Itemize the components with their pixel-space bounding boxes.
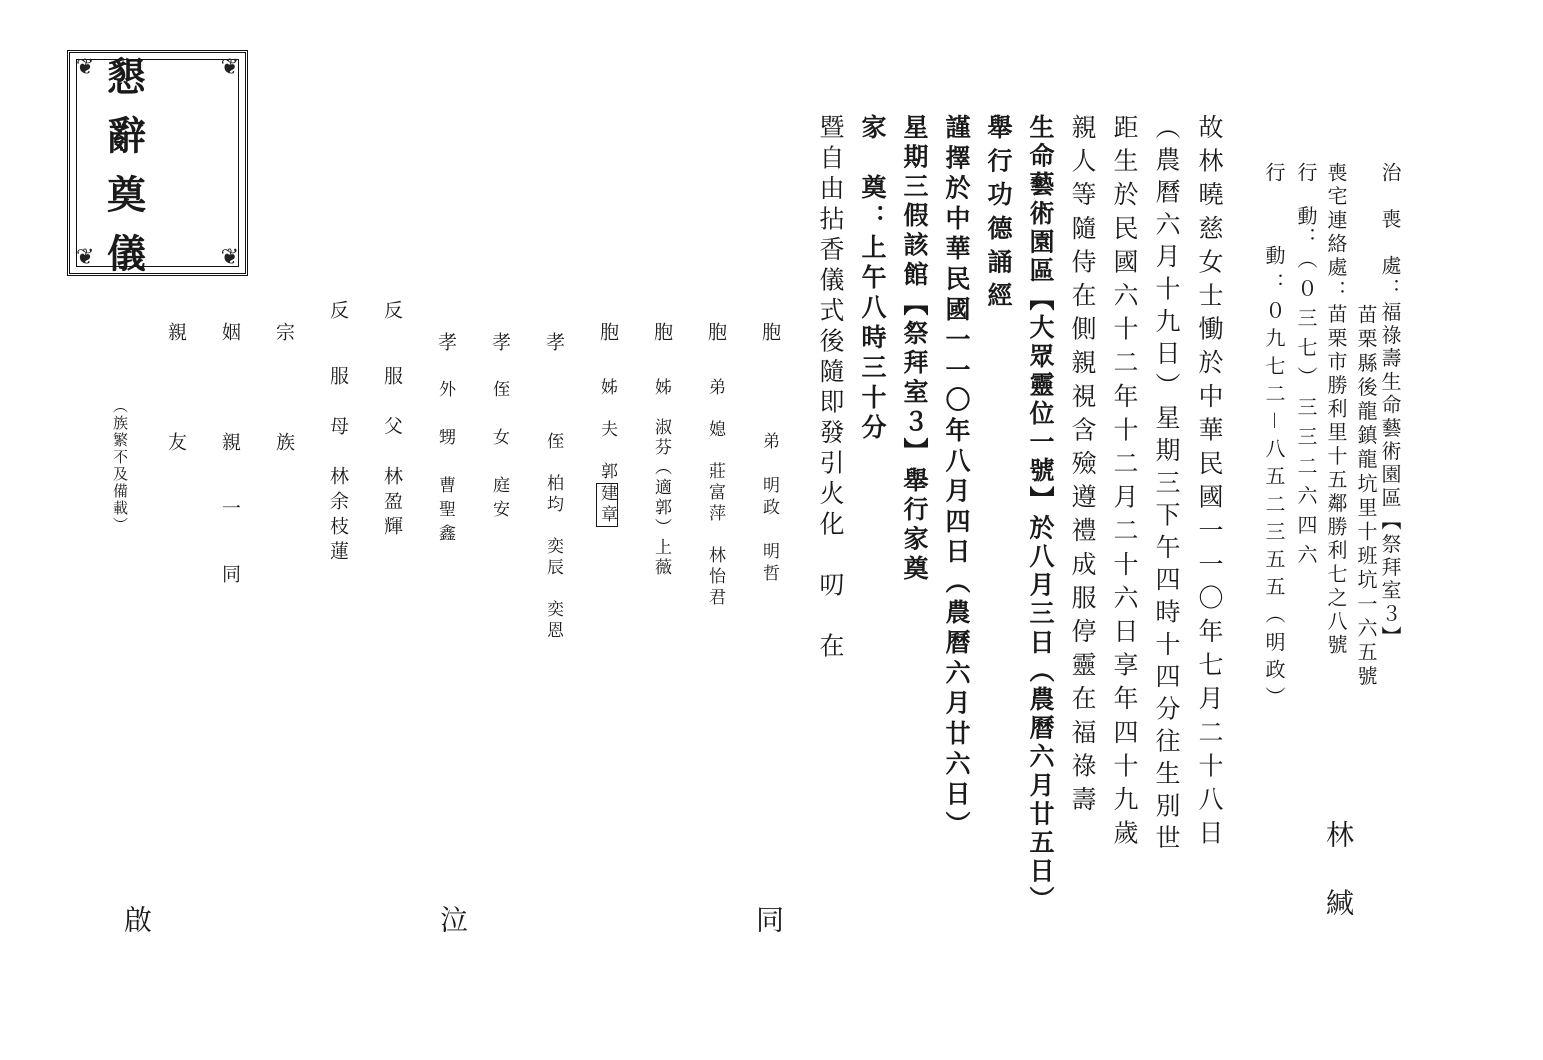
body-line-5: 生命藝術園區【大眾靈位一號】於八月三日（農曆六月廿五日） <box>1026 114 1055 915</box>
header-home-contact: 喪宅連絡處：苗栗市勝利里十五鄰勝利七之八號 <box>1324 162 1348 658</box>
family-names: 服 父 林盈輝 <box>381 366 403 541</box>
family-names: 親 一 同 <box>219 432 241 597</box>
family-names: 服 母 林余枝蓮 <box>327 366 349 566</box>
corner-ornament-icon: ❦ <box>76 245 95 270</box>
body-line-3: 距生於民國六十二年十二月二十六日享年四十九歲 <box>1110 114 1139 854</box>
family-relation: 反 <box>327 300 349 319</box>
family-relation: 孝 <box>489 332 511 351</box>
title: 懇辭奠儀 <box>100 56 147 292</box>
title-frame <box>67 50 248 276</box>
family-relation: 胞 <box>759 322 781 341</box>
body-line-8: 星期三假該館【祭拜室３】舉行家奠 <box>900 114 929 585</box>
sign-off-start: 啟 <box>120 905 153 933</box>
header-signer: 林 緘 <box>1322 820 1355 922</box>
body-line-6: 舉行功德誦經 <box>984 114 1013 316</box>
corner-ornament-icon: ❦ <box>76 55 95 80</box>
family-names: 友 <box>165 432 187 451</box>
family-relation: 胞 <box>651 322 673 341</box>
family-relation: 親 <box>165 322 187 341</box>
note-not-fully-listed: （族繁不及備載） <box>111 398 129 534</box>
family-relation: 胞 <box>597 322 619 341</box>
body-line-10: 暨自由拈香儀式後隨即發引火化 叨 在 <box>816 114 845 663</box>
body-line-2: （農曆六月十九日）星期三下午四時十四分往生別世 <box>1152 114 1181 857</box>
family-names: 外 甥 曹聖鑫 <box>435 380 455 548</box>
family-relation: 反 <box>381 300 403 319</box>
family-names-boxed <box>598 378 615 527</box>
sign-off-qi: 泣 <box>436 905 469 933</box>
family-names: 侄 柏均 奕辰 奕恩 <box>543 432 563 642</box>
header-funeral-office: 治 喪 處：福祿壽生命藝術園區【祭拜室３】 <box>1378 162 1402 650</box>
corner-ornament-icon: ❦ <box>220 245 239 270</box>
family-names: 弟 明政 明哲 <box>759 432 779 586</box>
header-address: 苗栗縣後龍鎮龍坑里十班坑一六五號 <box>1354 304 1378 690</box>
sign-off-tong: 同 <box>752 905 785 933</box>
family-names: 侄 女 庭安 <box>489 380 509 524</box>
family-relation: 姻 <box>219 322 241 341</box>
header-mobile-1: 行 動：（ ０ 三 七 ） 三 三 二 六 四 六 <box>1294 162 1318 566</box>
family-names: 弟 媳 莊富萍 林怡君 <box>705 378 725 609</box>
body-line-7: 謹擇於中華民國一一〇年八月四日（農曆六月廿六日） <box>942 114 971 842</box>
family-relation: 孝 <box>435 332 457 351</box>
family-relation: 胞 <box>705 322 727 341</box>
boxed-name: 建章 <box>597 484 617 526</box>
corner-ornament-icon: ❦ <box>220 55 239 80</box>
family-relation: 孝 <box>543 332 565 351</box>
family-names: 姊 夫 郭 <box>597 378 617 483</box>
body-line-4: 親人等隨侍在側親視含殮遵禮成服停靈在福祿壽 <box>1068 114 1097 820</box>
family-names: 姊 淑芬（適郭）上薇 <box>651 378 671 578</box>
family-relation: 宗 <box>273 322 295 341</box>
header-mobile-2: 行 動：０九七二－八五二三五五（明政） <box>1262 162 1286 714</box>
body-line-1: 故林曉慈女士慟於中華民國一一〇年七月二十八日 <box>1195 114 1224 854</box>
body-line-9: 家 奠：上午八時三十分 <box>858 114 887 444</box>
family-names: 族 <box>273 432 295 451</box>
